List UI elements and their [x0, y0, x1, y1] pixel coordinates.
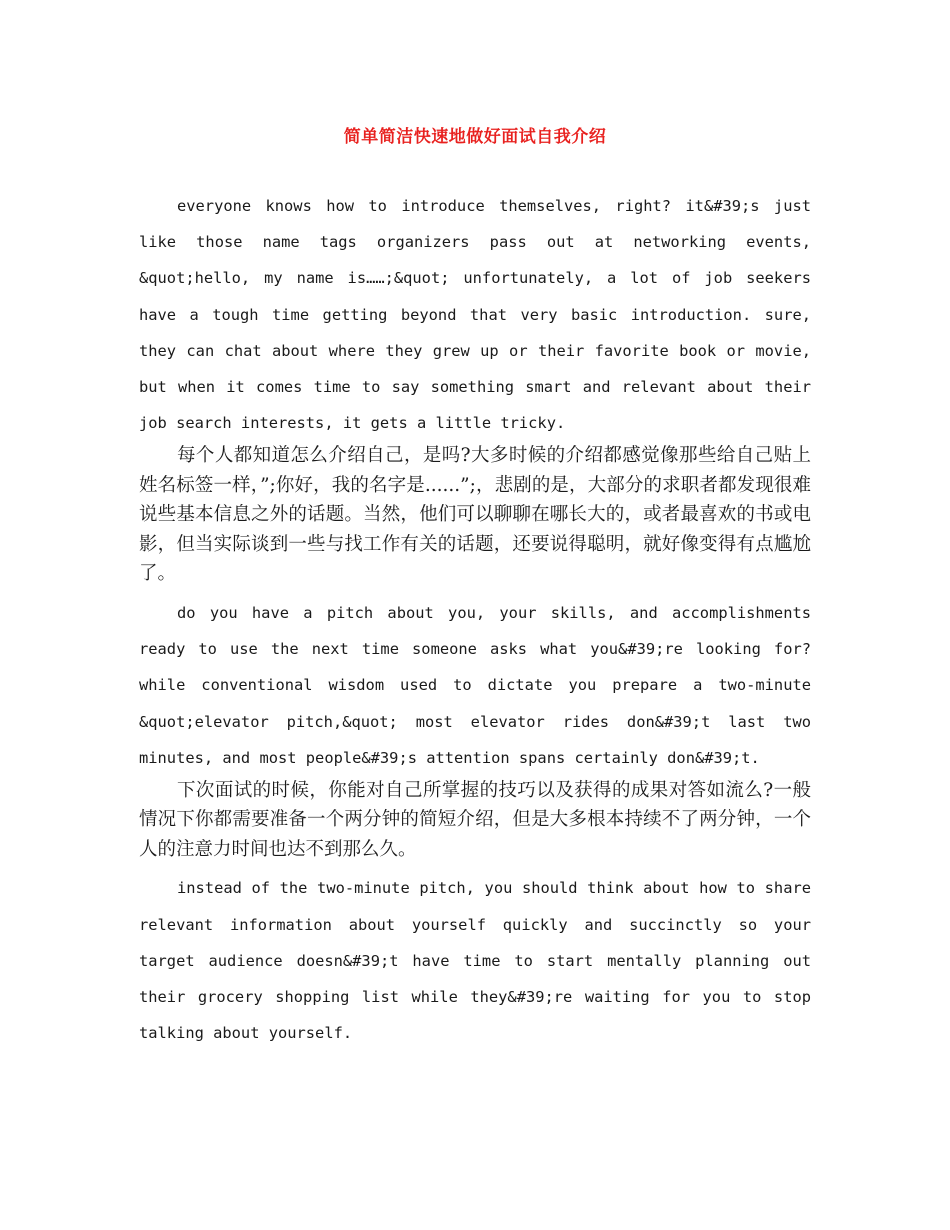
paragraph-english-intro: everyone knows how to introduce themselves, right? it&#39;s just like those name tags organizers pass out at networking events, &quot;hello, my name is……;&quot; unfortunately, a lot of job seekers have a tough time getting beyond that very basic introduction. sure, they can chat about where they grew up or their favorite book or movie, but when it comes time to say something smart and relevant about their job search interests, it gets a little tricky. — [139, 197, 811, 433]
document-body — [139, 188, 811, 1047]
paragraph-chinese-pitch: 下次面试的时候，你能对自己所掌握的技巧以及获得的成果对答如流么?一般情况下你都需要准备一个两分钟的简短介绍，但是大多根本持续不了两分钟，一个人的注意力时间也达不到那么久。 — [139, 779, 811, 860]
document-title: 简单简洁快速地做好面试自我介绍 — [343, 127, 607, 147]
paragraph-english-pitch: do you have a pitch about you, your skills, and accomplishments ready to use the next time someone asks what you&#39;re looking for? while conventional wisdom used to dictate you prepare a two-minute &quot;elevator pitch,&quot; most elevator rides don&#39;t last two minutes, and most people&#39;s attention spans certainly don&#39;t. — [139, 603, 811, 767]
paragraph-chinese-intro: 每个人都知道怎么介绍自己，是吗?大多时候的介绍都感觉像那些给自己贴上姓名标签一样，”;你好，我的名字是......”;，悲剧的是，大部分的求职者都发现很难说些基本信息之外的话题。当然，他们可以聊聊在哪长大的，或者最喜欢的书或电影，但当实际谈到一些与找工作有关的话题，还要说得聪明，就好像变得有点尴尬了。 — [139, 445, 811, 585]
paragraph-english-instead: instead of the two-minute pitch, you should think about how to share relevant information about yourself quickly and succinctly so your target audience doesn&#39;t have time to start mentally planning out their grocery shopping list while they&#39;re waiting for you to stop talking about yourself. — [139, 879, 811, 1043]
